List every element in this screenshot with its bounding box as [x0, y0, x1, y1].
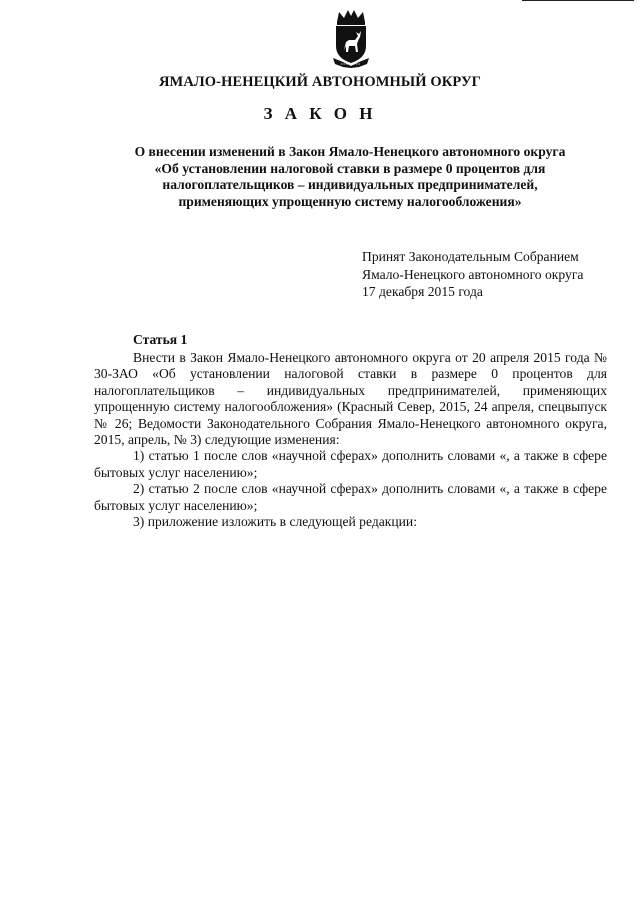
article-item-3: 3) приложение изложить в следующей редакции:: [133, 514, 417, 530]
region-title: ЯМАЛО-НЕНЕЦКИЙ АВТОНОМНЫЙ ОКРУГ: [158, 74, 482, 90]
law-heading: [100, 144, 600, 210]
adoption-line: Ямало-Ненецкого автономного округа: [362, 266, 584, 282]
article-item-1: 1) статью 1 после слов «научной сферах» дополнить словами «, а также в сфере бытовых услуг населению»;: [94, 448, 607, 480]
article-item-2: 2) статью 2 после слов «научной сферах» дополнить словами «, а также в сфере бытовых услуг населению»;: [94, 481, 607, 513]
coat-of-arms-emblem: [327, 8, 375, 68]
law-heading-line: «Об установлении налоговой ставки в размере 0 процентов для: [154, 160, 546, 176]
scan-edge-line: [522, 0, 634, 1]
article-body: [94, 350, 607, 530]
law-title: З А К О Н: [263, 104, 377, 123]
adoption-note: [362, 248, 622, 301]
adoption-date: 17 декабря 2015 года: [362, 284, 483, 299]
law-heading-line: налогоплательщиков – индивидуальных предпринимателей,: [162, 177, 538, 192]
law-heading-line: О внесении изменений в Закон Ямало-Ненецкого автономного округа: [134, 144, 566, 159]
article-intro-paragraph: Внести в Закон Ямало-Ненецкого автономного округа от 20 апреля 2015 года № 30-ЗАО «Об установлении налоговой ставки в размере 0 процентов для налогоплательщиков – индивидуальных предпринимателей, применяющих упрощенную систему налогообложения» (Красный Север, 2015, 24 апреля, спецвыпуск № 26; Ведомости Законодательного Собрания Ямало-Ненецкого автономного округа, 2015, апрель, № 3) следующие изменения:: [94, 350, 607, 448]
article-title: Статья 1: [133, 332, 188, 347]
law-heading-line: применяющих упрощенную систему налогообложения»: [178, 193, 522, 209]
adoption-line: Принят Законодательным Собранием: [362, 249, 579, 264]
